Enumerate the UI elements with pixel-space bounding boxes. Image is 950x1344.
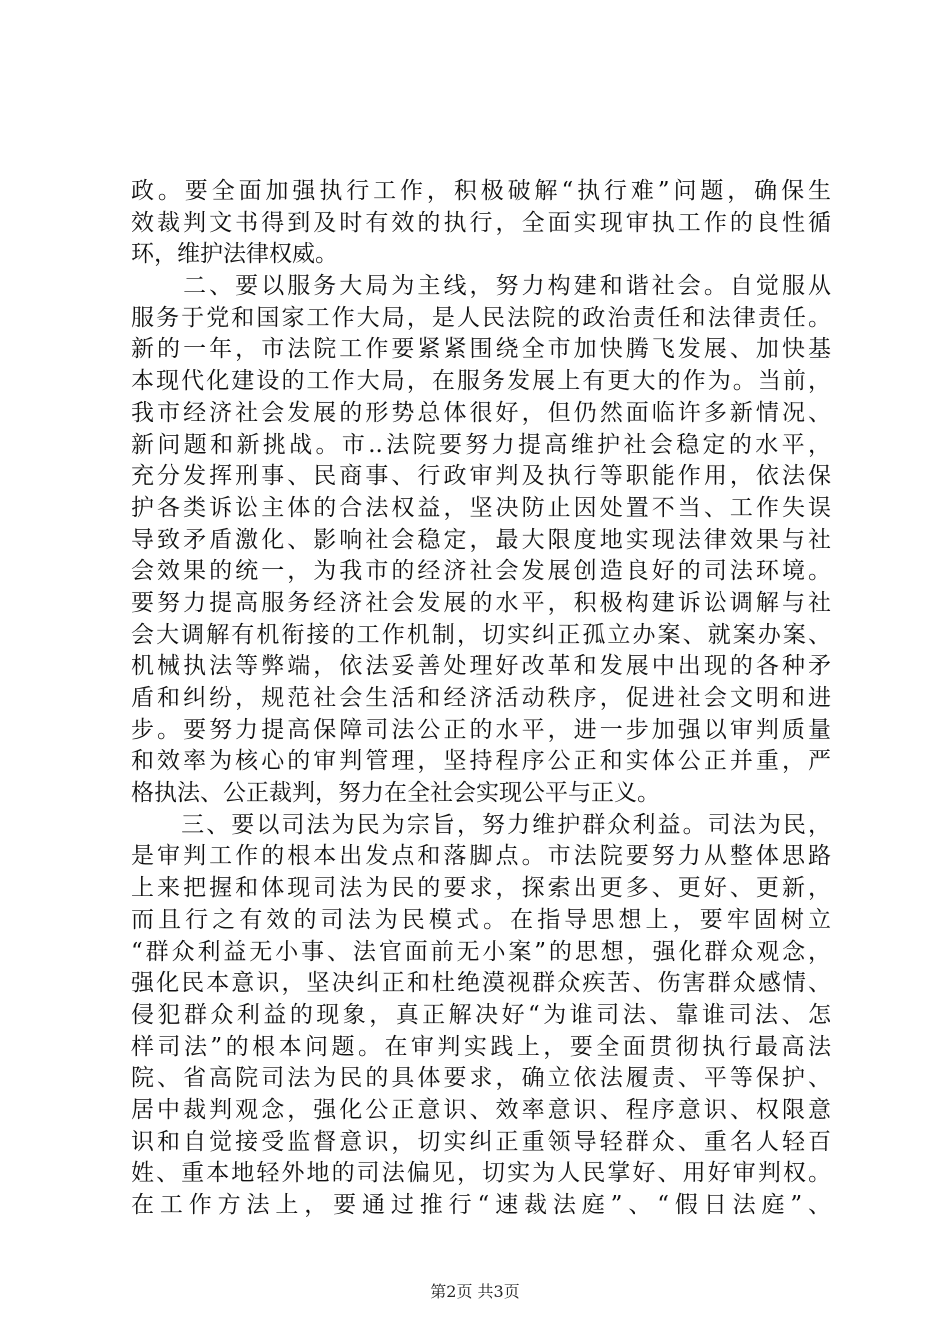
text-line: 服务于党和国家工作大局，是人民法院的政治责任和法律责任。 [131, 304, 831, 331]
text-line: 导致矛盾激化、影响社会稳定，最大限度地实现法律效果与社 [131, 526, 831, 553]
text-line: 是审判工作的根本出发点和落脚点。市法院要努力从整体思路 [131, 843, 831, 870]
text-line: 在工作方法上，要通过推行“速裁法庭”、“假日法庭”、 [131, 1192, 831, 1218]
text-line: 效裁判文书得到及时有效的执行，全面实现审执工作的良性循 [131, 209, 831, 236]
text-line: 而且行之有效的司法为民模式。在指导思想上，要牢固树立 [131, 906, 831, 933]
text-line: 姓、重本地轻外地的司法偏见，切实为人民掌好、用好审判权。 [131, 1160, 831, 1187]
text-line: 政。要全面加强执行工作，积极破解“执行难”问题，确保生 [131, 178, 831, 204]
text-line: 格执法、公正裁判，努力在全社会实现公平与正义。 [131, 780, 660, 807]
text-line: “群众利益无小事、法官面前无小案”的思想，强化群众观念， [131, 938, 831, 965]
text-line: 和效率为核心的审判管理，坚持程序公正和实体公正并重，严 [131, 748, 831, 775]
text-line: 盾和纠纷，规范社会生活和经济活动秩序，促进社会文明和进 [131, 685, 831, 711]
text-line: 院、省高院司法为民的具体要求，确立依法履责、平等保护、 [131, 1065, 831, 1092]
text-line: 本现代化建设的工作大局，在服务发展上有更大的作为。当前， [131, 368, 831, 395]
text-line: 居中裁判观念，强化公正意识、效率意识、程序意识、权限意 [131, 1096, 831, 1123]
text-line: 二、要以服务大局为主线，努力构建和谐社会。自觉服从 [131, 273, 831, 300]
text-line: 护各类诉讼主体的合法权益，坚决防止因处置不当、工作失误 [131, 494, 831, 521]
text-line: 机械执法等弊端，依法妥善处理好改革和发展中出现的各种矛 [131, 653, 831, 680]
text-line: 强化民本意识，坚决纠正和杜绝漠视群众疾苦、伤害群众感情、 [131, 970, 831, 997]
text-line: 样司法”的根本问题。在审判实践上，要全面贯彻执行最高法 [131, 1033, 831, 1060]
text-line: 识和自觉接受监督意识，切实纠正重领导轻群众、重名人轻百 [131, 1128, 831, 1155]
text-line: 新的一年，市法院工作要紧紧围绕全市加快腾飞发展、加快基 [131, 336, 831, 363]
text-line: 步。要努力提高保障司法公正的水平，进一步加强以审判质量 [131, 716, 831, 743]
text-line: 会效果的统一，为我市的经济社会发展创造良好的司法环境。 [131, 558, 831, 585]
text-line: 三、要以司法为民为宗旨，努力维护群众利益。司法为民， [131, 811, 831, 838]
page-footer: 第2页 共3页 [430, 1282, 520, 1301]
text-line: 要努力提高服务经济社会发展的水平，积极构建诉讼调解与社 [131, 589, 831, 616]
text-line: 侵犯群众利益的现象，真正解决好“为谁司法、靠谁司法、怎 [131, 1001, 831, 1028]
text-line: 上来把握和体现司法为民的要求，探索出更多、更好、更新， [131, 875, 831, 902]
text-line: 会大调解有机衔接的工作机制，切实纠正孤立办案、就案办案、 [131, 621, 831, 648]
body-text [131, 176, 831, 1222]
text-line: 充分发挥刑事、民商事、行政审判及执行等职能作用，依法保 [131, 463, 831, 490]
text-line: 我市经济社会发展的形势总体很好，但仍然面临许多新情况、 [131, 399, 831, 426]
text-line: 新问题和新挑战。市..法院要努力提高维护社会稳定的水平， [131, 431, 831, 458]
text-line: 环，维护法律权威。 [131, 241, 338, 268]
